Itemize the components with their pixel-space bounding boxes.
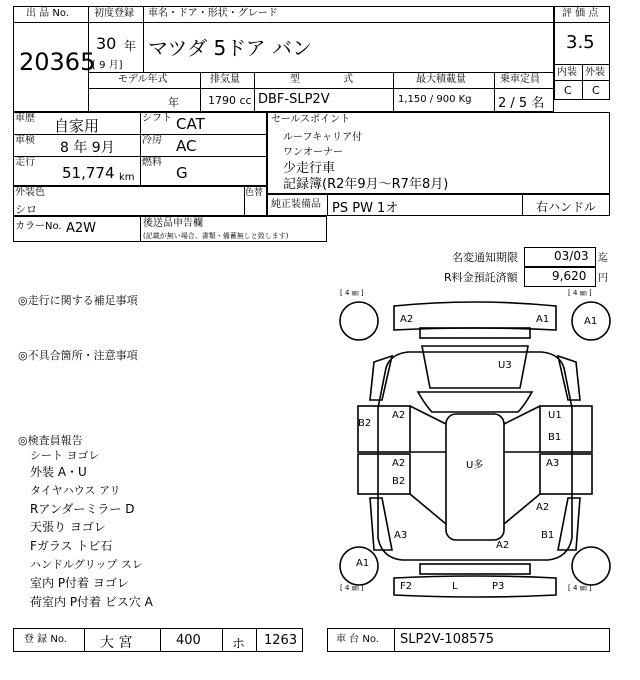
mark-roof: U多 — [466, 460, 484, 471]
inspector-item: タイヤハウス アリ — [30, 484, 121, 497]
color-no-label: カラーNo. — [15, 221, 62, 232]
model-label: 型 式 — [290, 74, 354, 85]
color-block — [13, 186, 267, 216]
color-value: シロ — [15, 203, 37, 216]
mark-right-quarter-2: B1 — [541, 530, 555, 541]
inspector-item: 天張り ヨゴレ — [30, 520, 106, 534]
ac-value: AC — [176, 137, 197, 155]
tire-tag-front-left: [ 4 ㎜ ] — [340, 289, 364, 297]
repaint-label: 色替 — [245, 188, 264, 198]
recycle-value: 9,620 — [552, 269, 587, 283]
sales-point-item: ワンオーナー — [283, 147, 343, 158]
mark-roof-top-left: A2 — [400, 314, 414, 325]
exterior-grade: C — [592, 84, 600, 97]
roof — [446, 414, 504, 540]
mark-left-side: B2 — [358, 418, 372, 429]
registration-label: 登 録 No. — [24, 634, 67, 645]
driving-notes-label: ◎走行に関する補足事項 — [18, 294, 138, 307]
mark-tire-front-right: A1 — [584, 316, 598, 327]
first-reg-year: 30 — [96, 34, 117, 53]
shift-value: CAT — [176, 115, 205, 133]
year-unit: 年 — [124, 39, 137, 53]
capacity-value: 2 / 5 名 — [498, 96, 545, 111]
car-damage-diagram — [338, 288, 612, 600]
sales-point-item: ルーフキャリア付 — [283, 132, 363, 143]
mark-left-quarter: A3 — [394, 530, 408, 541]
tire-tag-rear-left: [ 4 ㎜ ] — [340, 584, 364, 592]
tire-front-left — [340, 302, 378, 340]
front-grille — [420, 328, 530, 338]
interior-grade: C — [564, 84, 572, 97]
capacity-label: 乗車定員 — [500, 74, 540, 85]
inspector-item: シート ヨゴレ — [30, 449, 100, 462]
name-change-value: 03/03 — [554, 249, 589, 263]
steering-value: 右ハンドル — [536, 200, 597, 214]
mark-right-rear-door: A3 — [546, 458, 560, 469]
mark-left-rear-door: A2 — [392, 458, 406, 469]
registration-number: 1263 — [264, 633, 298, 648]
score-value: 3.5 — [566, 32, 595, 53]
mark-rear-bumper-left: F2 — [400, 581, 413, 592]
shift-label: シフト — [142, 113, 172, 124]
model-year-value: 年 — [168, 96, 179, 109]
chassis-label: 車 台 No. — [336, 634, 379, 645]
inspector-item: 外装 A・U — [30, 465, 87, 479]
color-no-value: A2W — [66, 221, 97, 236]
fuel-value: G — [176, 164, 188, 182]
left-quarter — [370, 498, 392, 550]
mileage-unit: km — [119, 172, 135, 183]
mark-right-front-door: U1 — [548, 410, 562, 421]
sales-points-label: セールスポイント — [271, 114, 351, 125]
mileage-value: 51,774 — [62, 164, 115, 182]
registration-area: 大 宮 — [100, 635, 133, 651]
history-value: 自家用 — [54, 117, 100, 135]
tire-tag-rear-right: [ 4 ㎜ ] — [568, 584, 592, 592]
sales-point-item: 記録簿(R2年9月～R7年8月) — [283, 177, 449, 192]
interior-label: 内装 — [557, 67, 577, 78]
history-label: 車歴 — [15, 113, 35, 124]
mark-rear: A2 — [496, 540, 510, 551]
mark-rear-bumper-right: P3 — [492, 581, 505, 592]
registration-class: 400 — [176, 633, 201, 648]
registration-kana: ホ — [232, 637, 246, 652]
model-year-label: モデル年式 — [118, 74, 168, 85]
mark-roof-top-right: A1 — [536, 314, 550, 325]
inspector-notes-label: ◎検査員報告 — [18, 434, 83, 447]
first-reg-month: [ 9 月] — [92, 60, 123, 71]
color-label: 外装色 — [15, 187, 45, 198]
displacement-value: 1790 cc — [208, 94, 252, 107]
mark-right-front-door-2: B1 — [548, 432, 562, 443]
fuel-label: 燃料 — [142, 157, 162, 168]
mark-tire-rear-left: A1 — [356, 558, 370, 569]
inspector-item: ハンドルグリップ スレ — [30, 558, 143, 571]
name-change-unit: 迄 — [598, 253, 608, 264]
front-bumper — [394, 302, 556, 330]
model-value: DBF-SLP2V — [258, 92, 330, 107]
lot-no-label: 出 品 No. — [26, 8, 69, 19]
ac-label: 冷房 — [142, 135, 162, 146]
windshield — [418, 392, 532, 412]
inspector-item: 荷室内 P付着 ビス穴 A — [30, 595, 153, 609]
car-name-label: 車名・ドア・形状・グレード — [148, 8, 278, 19]
inspector-item: Fガラス トビ石 — [30, 539, 113, 553]
rear-bumper — [394, 576, 556, 597]
inspection-value: 8 年 9月 — [60, 140, 115, 156]
max-load-value: 1,150 / 900 Kg — [398, 94, 472, 105]
exterior-label: 外装 — [585, 67, 605, 78]
chassis-number: SLP2V-108575 — [400, 632, 495, 647]
mark-hood: U3 — [498, 360, 512, 371]
tire-tag-front-right: [ 4 ㎜ ] — [568, 289, 592, 297]
recycle-unit: 円 — [598, 273, 608, 284]
mark-rear-bumper-center: L — [452, 581, 458, 592]
right-quarter — [558, 498, 580, 550]
first-reg-label: 初度登録 — [94, 8, 134, 19]
docs-note: (記載が無い場合、書類・備蓄無しと致します) — [143, 232, 289, 240]
defects-notes-label: ◎不具合箇所・注意事項 — [18, 349, 138, 362]
inspector-item: 室内 P付着 ヨゴレ — [30, 576, 129, 590]
car-diagram-svg — [338, 288, 612, 600]
inspector-item: Rアンダーミラー D — [30, 502, 135, 516]
mark-left-front-door: A2 — [392, 410, 406, 421]
max-load-label: 最大積載量 — [416, 74, 466, 85]
name-change-label: 名変通知期限 — [452, 251, 518, 264]
docs-label: 後送品申告欄 — [143, 218, 203, 229]
equipment-label: 純正装備品 — [271, 199, 321, 210]
mark-left-rear-door-2: B2 — [392, 476, 406, 487]
sales-point-item: 少走行車 — [283, 161, 336, 176]
score-label: 評 価 点 — [562, 8, 599, 19]
rear-panel — [420, 564, 530, 574]
car-name: マツダ 5ドア バン — [148, 36, 313, 60]
car-body-outline — [378, 352, 572, 560]
lot-number: 20365 — [19, 48, 96, 76]
displacement-label: 排気量 — [210, 74, 240, 85]
mileage-label: 走行 — [15, 157, 35, 168]
inspection-label: 車検 — [15, 135, 35, 146]
mark-right-quarter: A2 — [536, 502, 550, 513]
tire-rear-right — [572, 547, 610, 585]
recycle-label: R料金預託済額 — [444, 271, 518, 284]
equipment-value: PS PW 1オ — [332, 201, 399, 216]
